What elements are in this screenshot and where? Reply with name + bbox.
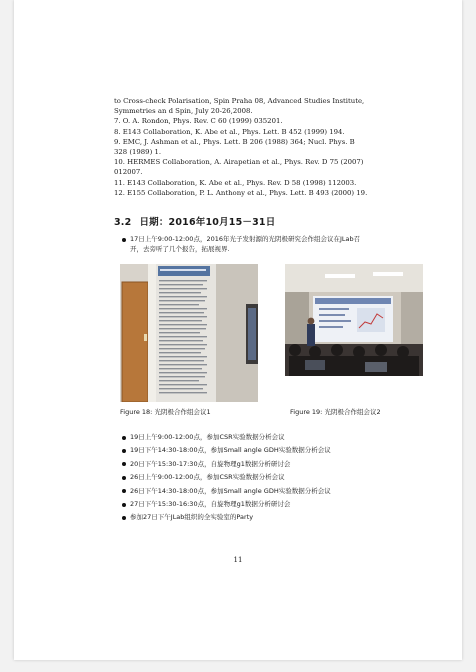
bullet-dot	[122, 516, 126, 520]
page-number: 11	[233, 556, 243, 564]
list-item-text: 27日下午15:30-16:30点，自旋物理g1数据分析研讨会	[130, 500, 291, 509]
list-item-text: 20日下午15:30-17:30点，自旋物理g1数据分析研讨会	[130, 459, 291, 468]
list-item-text: 参加27日下午JLab组织的全实验室的Party	[130, 513, 254, 522]
list-item	[130, 431, 414, 444]
reference-line: 8. E143 Collaboration, K. Abe et al., Phys. Lett. B 452 (1999) 194.	[114, 127, 345, 136]
list-item	[130, 485, 414, 498]
list-item	[130, 444, 414, 457]
figure-19-photo	[285, 264, 423, 376]
reference-line: 10. HERMES Collaboration, A. Airapetian et al., Phys. Rev. D 75 (2007)	[114, 158, 364, 167]
reference-line: 11. E143 Collaboration, K. Abe et al., Phys. Rev. D 58 (1998) 112003.	[114, 178, 357, 187]
list-item	[130, 458, 414, 471]
figure-18-caption: Figure 18: 光阴极合作组会议1	[120, 408, 211, 416]
list-item	[130, 498, 414, 511]
reference-line: Symmetries an d Spin, July 20-26,2008.	[114, 107, 253, 116]
reference-line: 9. EMC, J. Ashman et al., Phys. Lett. B 206 (1988) 364; Nucl. Phys. B	[114, 137, 355, 146]
figure-19-caption: Figure 19: 光阴极合作组会议2	[290, 408, 381, 416]
poster-wall-image	[120, 264, 258, 402]
intro-bullet-line: 17日上午9:00-12:00点，2016年光子发射源的光阴极研究会作组会议在JLab召	[130, 235, 361, 243]
schedule-list	[130, 431, 414, 525]
intro-bullet-line: 开，去旁听了几个报告，拓展视界.	[130, 244, 230, 253]
section-heading	[114, 214, 414, 228]
bullet-dot	[122, 462, 126, 466]
document-page	[14, 0, 462, 660]
list-item-text: 19日上午9:00-12:00点，参加CSR实验数据分析会议	[130, 433, 285, 441]
bullet-dot	[122, 476, 126, 480]
list-item	[130, 511, 414, 524]
bullet-dot	[122, 489, 126, 493]
figure-18-photo	[120, 264, 258, 402]
list-item-text: 26日下午14:30-18:00点，参加Small angle GDH实验数据分析会议	[130, 486, 331, 495]
bullet-dot	[122, 238, 126, 242]
reference-line: 012007.	[114, 168, 143, 177]
reference-line: 7. O. A. Rondon, Phys. Rev. C 60 (1999) 035201.	[114, 117, 283, 126]
reference-line: to Cross-check Polarisation, Spin Praha 08, Advanced Studies Institute,	[114, 97, 365, 105]
section-number: 3.2	[114, 217, 132, 228]
reference-line: 12. E155 Collaboration, P. L. Anthony et al., Phys. Lett. B 493 (2000) 19.	[114, 188, 368, 197]
reference-line: 328 (1989) 1.	[114, 148, 162, 157]
bullet-dot	[122, 449, 126, 453]
bullet-dot	[122, 436, 126, 440]
list-item-text: 26日上午9:00-12:00点，参加CSR实验数据分析会议	[130, 473, 285, 482]
reference-list	[114, 96, 406, 198]
bullet-dot	[122, 503, 126, 507]
list-item	[130, 471, 414, 484]
section-title: 日期：2016年10月15－31日	[139, 217, 276, 228]
intro-bullet	[130, 235, 414, 254]
meeting-room-image	[285, 264, 423, 376]
list-item-text: 19日下午14:30-18:00点，参加Small angle GDH实验数据分析会议	[130, 446, 331, 455]
